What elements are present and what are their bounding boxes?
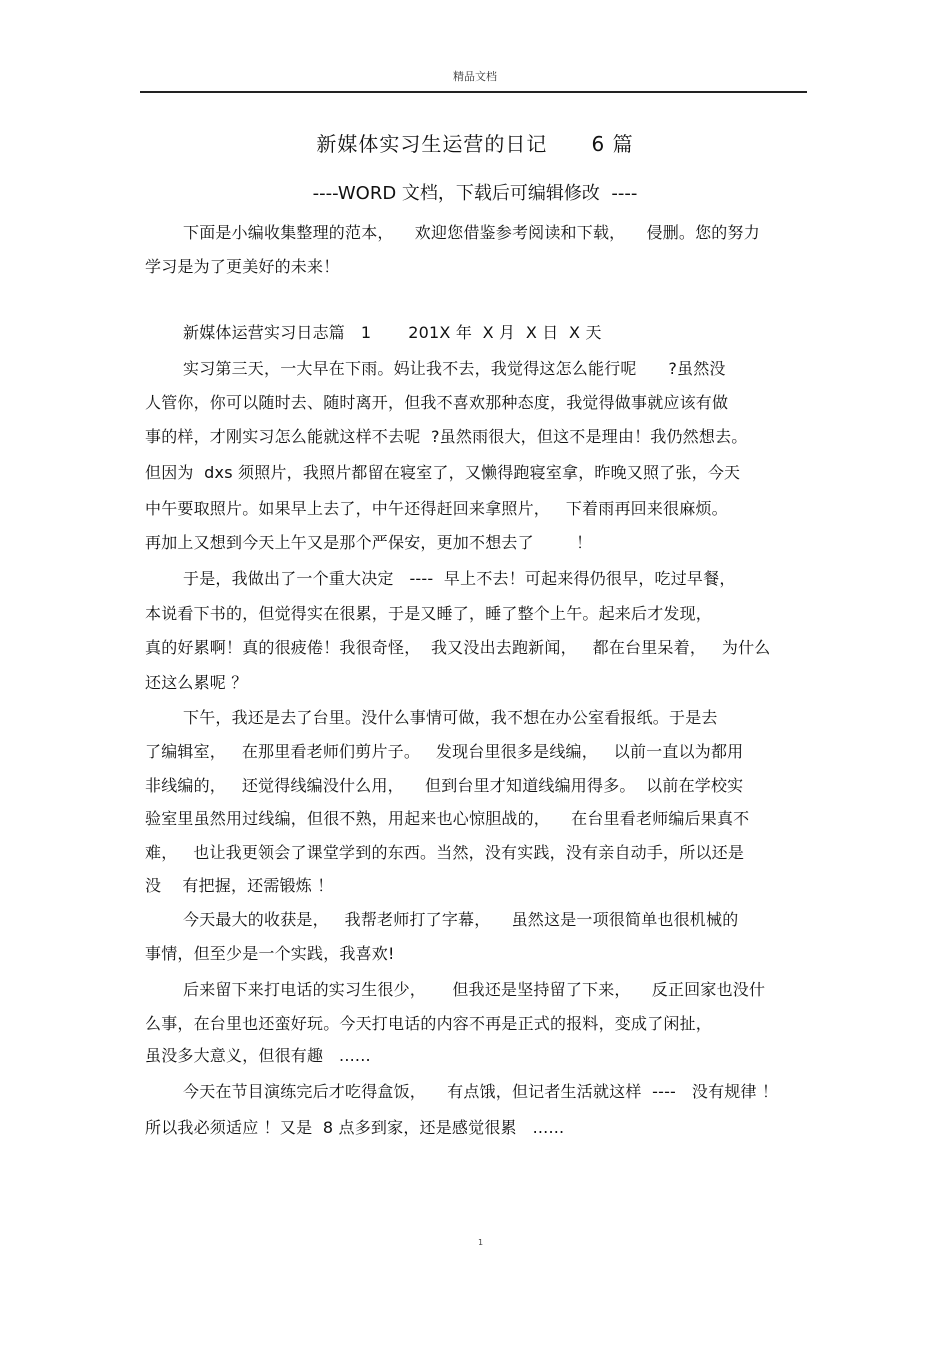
- body-line: 但因为 dxs 须照片，我照片都留在寝室了，又懒得跑寝室拿，昨晚又照了张，今天: [145, 463, 741, 482]
- body-line: 再加上又想到今天上午又是那个严保安，更加不想去了 ！: [145, 533, 593, 552]
- body-line: 么事，在台里也还蛮好玩。今天打电话的内容不再是正式的报料，变成了闲扯，: [145, 1014, 713, 1033]
- body-line: 真的好累啊！真的很疲倦！我很奇怪， 我又没出去跑新闻， 都在台里呆着， 为什么: [145, 638, 771, 657]
- body-line: 实习第三天，一大早在下雨。妈让我不去，我觉得这怎么能行呢 ?虽然没: [183, 359, 726, 378]
- body-line: 后来留下来打电话的实习生很少， 但我还是坚持留了下来， 反正回家也没什: [183, 980, 766, 999]
- document-title: 新媒体实习生运营的日记 6 篇: [316, 132, 634, 156]
- body-line: 非线编的， 还觉得线编没什么用， 但到台里才知道线编用得多。 以前在学校实: [145, 776, 744, 795]
- document-subtitle: ----WORD 文档，下载后可编辑修改 ----: [312, 183, 638, 204]
- header-divider: [140, 91, 807, 93]
- body-line: 所以我必须适应 ！又是 8 点多到家，还是感觉很累 ......: [145, 1118, 565, 1137]
- body-line: 中午要取照片。如果早上去了，中午还得赶回来拿照片， 下着雨再回来很麻烦。: [145, 499, 728, 518]
- body-line: 本说看下书的，但觉得实在很累，于是又睡了，睡了整个上午。起来后才发现，: [145, 604, 713, 623]
- body-line: 今天最大的收获是， 我帮老师打了字幕， 虽然这是一项很简单也很机械的: [183, 910, 739, 929]
- body-line: 事情，但至少是一个实践，我喜欢!: [145, 944, 395, 963]
- body-line: 难， 也让我更领会了课堂学到的东西。当然，没有实践，没有亲自动手，所以还是: [145, 843, 745, 862]
- body-line: 于是，我做出了一个重大决定 ---- 早上不去！可起来得仍很早，吃过早餐，: [183, 569, 736, 588]
- body-line: 下午，我还是去了台里。没什么事情可做，我不想在办公室看报纸。于是去: [183, 708, 718, 727]
- body-line: 人管你，你可以随时去、随时离开，但我不喜欢那种态度，我觉得做事就应该有做: [145, 393, 729, 412]
- page-header-label: 精品文档: [453, 70, 497, 83]
- body-line: 没 有把握，还需锻炼 ！: [145, 876, 334, 895]
- intro-line: 学习是为了更美好的未来！: [145, 257, 340, 276]
- entry-heading: 新媒体运营实习日志篇 1 201X 年 X 月 X 日 X 天: [183, 323, 602, 342]
- body-line: 今天在节目演练完后才吃得盒饭， 有点饿，但记者生活就这样 ---- 没有规律 ！: [183, 1082, 779, 1101]
- body-line: 虽没多大意义，但很有趣 ......: [145, 1046, 371, 1065]
- body-line: 还这么累呢 ？: [145, 673, 248, 692]
- intro-line: 下面是小编收集整理的范本， 欢迎您借鉴参考阅读和下载， 侵删。您的努力: [183, 223, 760, 242]
- body-line: 验室里虽然用过线编，但很不熟，用起来也心惊胆战的， 在台里看老师编后果真不: [145, 809, 750, 828]
- body-line: 事的样，才刚实习怎么能就这样不去呢 ?虽然雨很大，但这不是理由！我仍然想去。: [145, 427, 748, 446]
- page-number: 1: [478, 1238, 484, 1247]
- body-line: 了编辑室， 在那里看老师们剪片子。 发现台里很多是线编， 以前一直以为都用: [145, 742, 744, 761]
